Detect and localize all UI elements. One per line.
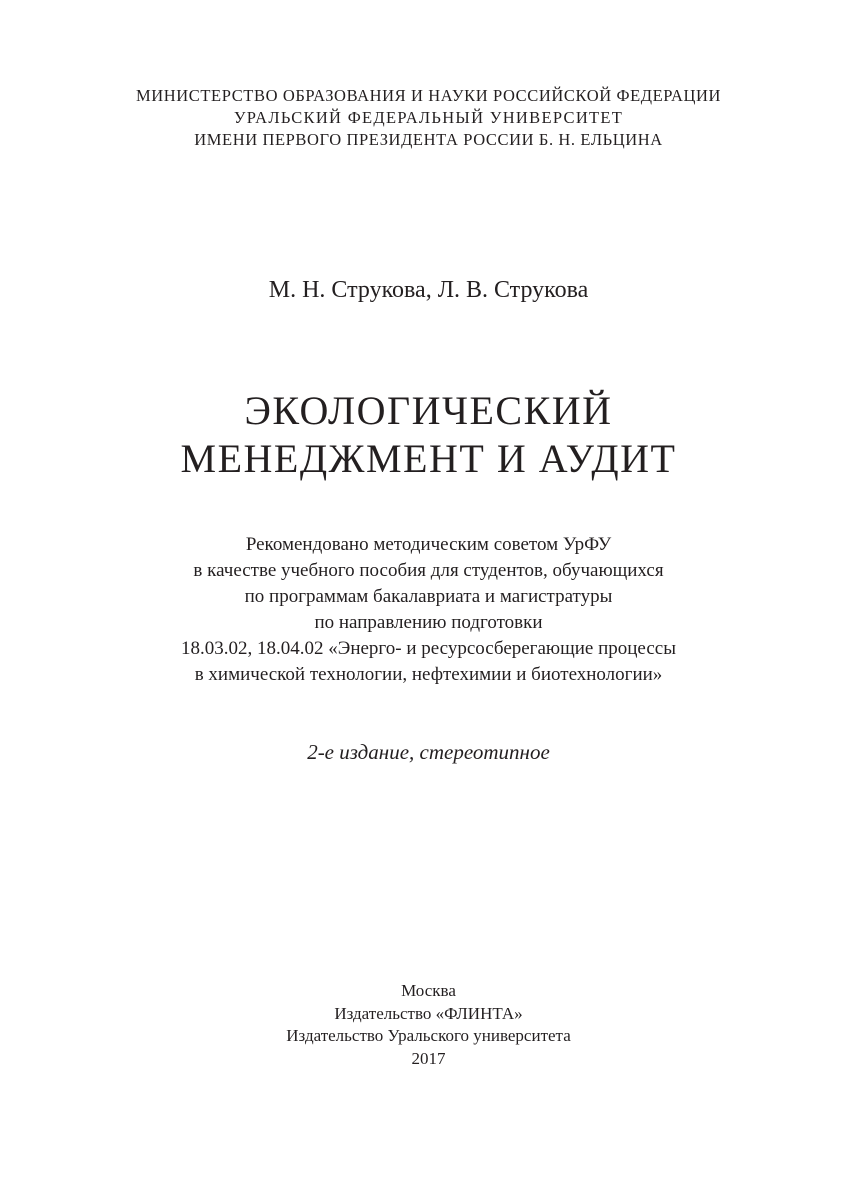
publisher-name: Издательство «ФЛИНТА»	[334, 1003, 523, 1023]
publication-year: 2017	[411, 1048, 446, 1068]
book-title-line: ЭКОЛОГИЧЕСКИЙ	[244, 388, 613, 433]
recommendation-line: в химической технологии, нефтехимии и биотехнологии»	[194, 664, 663, 685]
recommendation-line: в качестве учебного пособия для студентов, обучающихся	[193, 560, 664, 581]
book-title	[0, 387, 857, 483]
university-name: УРАЛЬСКИЙ ФЕДЕРАЛЬНЫЙ УНИВЕРСИТЕТ	[233, 108, 624, 127]
publisher-info	[0, 980, 857, 1070]
recommendation-line: по направлению подготовки	[314, 612, 543, 633]
recommendation-text	[0, 532, 857, 688]
recommendation-line: Рекомендовано методическим советом УрФУ	[245, 534, 612, 555]
publisher-city: Москва	[401, 981, 456, 1000]
institution-header	[0, 85, 857, 151]
book-title-line: МЕНЕДЖМЕНТ И АУДИТ	[180, 436, 677, 481]
recommendation-line: по программам бакалавриата и магистратуры	[244, 586, 613, 607]
university-name-continued: ИМЕНИ ПЕРВОГО ПРЕЗИДЕНТА РОССИИ Б. Н. ЕЛЬЦИНА	[194, 130, 663, 149]
recommendation-line: 18.03.02, 18.04.02 «Энерго- и ресурсосберегающие процессы	[181, 638, 676, 659]
ministry-name: МИНИСТЕРСТВО ОБРАЗОВАНИЯ И НАУКИ РОССИЙСКОЙ ФЕДЕРАЦИИ	[135, 86, 722, 105]
publisher-name: Издательство Уральского университета	[286, 1026, 571, 1045]
edition-note: 2-е издание, стереотипное	[307, 740, 550, 764]
authors: М. Н. Струкова, Л. В. Струкова	[268, 277, 589, 303]
